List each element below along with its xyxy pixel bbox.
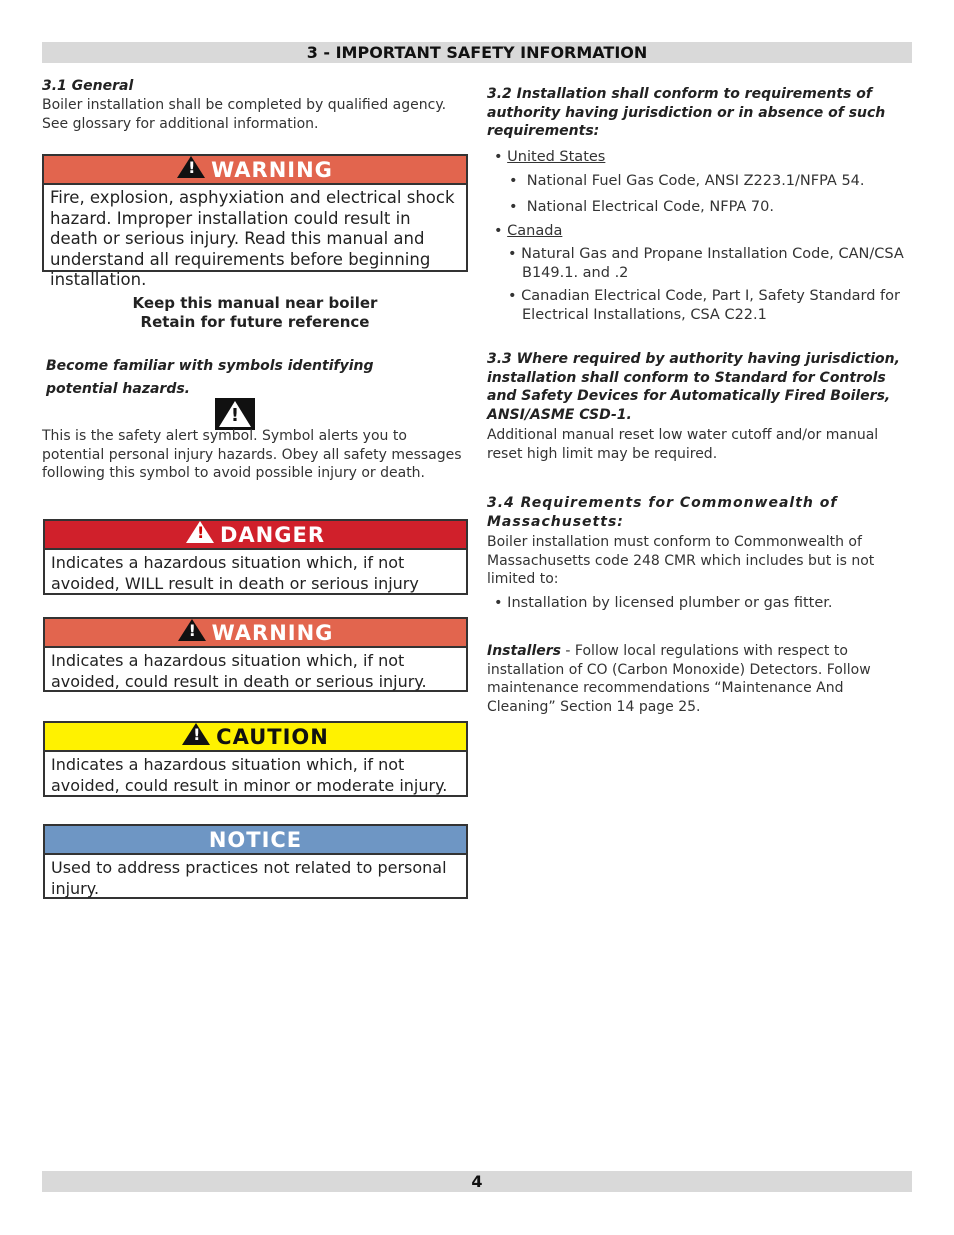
us-item-2-text: National Electrical Code, NFPA 70. [526, 198, 774, 215]
installers-text: - Follow local regulations with respect to installation of CO (Carbon Monoxide) Detectors. Follow maintenance recommendations “Maintenance And Cleaning” Section 14 page 25. [487, 643, 871, 715]
canada-list-item: • Canada [494, 222, 563, 239]
warning-header [44, 156, 466, 185]
danger-label: DANGER [219, 523, 325, 547]
section-3-2 [487, 85, 917, 325]
section-3-2-heading: 3.2 Installation shall conform to requirements of authority having jurisdiction or in absence of such requirements: [487, 86, 886, 139]
general-text-line1: Boiler installation shall be completed by qualified agency. [42, 97, 447, 113]
safety-alert-symbol-icon: ! [215, 398, 255, 430]
warning-box-top [42, 154, 468, 289]
general-heading: 3.1 General [42, 78, 134, 94]
caution-text: Indicates a hazardous situation which, if not avoided, could result in minor or moderate injury. [51, 755, 448, 795]
warning-label: WARNING [211, 158, 333, 182]
notice-box [43, 824, 468, 899]
us-list-item: • United States [494, 148, 606, 165]
caution-label: CAUTION [216, 725, 329, 749]
familiar-line2: potential hazards. [46, 381, 190, 397]
alert-symbol-text-line2: potential personal injury hazards. Obey all safety messages [42, 446, 462, 463]
footer-bar [42, 1171, 912, 1192]
section-3-4-item: • Installation by licensed plumber or gas fitter. [494, 594, 833, 611]
canada-item-1-text: Natural Gas and Propane Installation Code, CAN/CSA B149.1. and .2 [521, 245, 904, 281]
notice-header [45, 826, 466, 855]
installers-paragraph [487, 642, 907, 716]
keep-manual-line1: Keep this manual near boiler [132, 294, 378, 312]
alert-symbol-text-line3: following this symbol to avoid possible injury or death. [42, 465, 426, 481]
section-3-3-heading: 3.3 Where required by authority having jurisdiction, installation shall conform to Standard for Controls and Safety Devices for Automatically Fired Boilers, ANSI/ASME CSD-1. [487, 351, 900, 423]
section-3-4-text: Boiler installation must conform to Commonwealth of Massachusetts code 248 CMR which includes but is not limited to: [487, 534, 875, 587]
caution-box [43, 721, 468, 797]
canada-label: Canada [507, 222, 563, 239]
section-3-4-item-text: Installation by licensed plumber or gas fitter. [507, 594, 833, 611]
section-3-3-text: Additional manual reset low water cutoff and/or manual reset high limit may be required. [487, 427, 879, 462]
header-bar [42, 42, 912, 63]
canada-item-2-text: Canadian Electrical Code, Part I, Safety Standard for Electrical Installations, CSA C22.1 [521, 287, 900, 323]
warning-text: Indicates a hazardous situation which, if not avoided, could result in death or serious injury. [51, 651, 427, 691]
warning-label: WARNING [211, 621, 334, 645]
us-item-2: • National Electrical Code, NFPA 70. [509, 198, 774, 215]
section-3-4-heading: 3.4 Requirements for Commonwealth of Massachusetts: [487, 495, 838, 530]
danger-text: Indicates a hazardous situation which, if not avoided, WILL result in death or serious injury [51, 553, 419, 593]
page-number: 4 [471, 1172, 483, 1191]
familiar-block [46, 355, 466, 401]
warning-box [43, 617, 468, 692]
warning-text: Fire, explosion, asphyxiation and electrical shock hazard. Improper installation could result in death or serious injury. Read this manual and understand all requirements before beginning installation. [50, 188, 455, 289]
keep-manual-line2: Retain for future reference [140, 313, 370, 331]
page-title: 3 - IMPORTANT SAFETY INFORMATION [306, 43, 648, 62]
warning-header [45, 619, 466, 648]
us-item-1-text: National Fuel Gas Code, ANSI Z223.1/NFPA 54. [526, 172, 865, 189]
section-general [42, 76, 472, 134]
danger-header [45, 521, 466, 550]
caution-header [45, 723, 466, 752]
canada-item-2: • Canadian Electrical Code, Part I, Safety Standard for Electrical Installations, CSA C22.1 [508, 287, 900, 323]
alert-triangle-icon [186, 521, 214, 543]
familiar-line1: Become familiar with symbols identifying [46, 358, 374, 374]
notice-text: Used to address practices not related to personal injury. [51, 858, 447, 898]
us-label: United States [507, 148, 606, 165]
us-item-1: • National Fuel Gas Code, ANSI Z223.1/NFPA 54. [509, 172, 865, 189]
section-3-3 [487, 350, 917, 464]
alert-triangle-icon [178, 619, 206, 641]
alert-triangle-icon [177, 156, 205, 178]
alert-symbol-text [42, 427, 472, 483]
notice-label: NOTICE [208, 828, 303, 852]
danger-box [43, 519, 468, 595]
alert-symbol-text-line1: This is the safety alert symbol. Symbol alerts you to [42, 428, 407, 444]
canada-item-1: • Natural Gas and Propane Installation Code, CAN/CSA B149.1. and .2 [508, 245, 904, 281]
general-text-line2: See glossary for additional information. [42, 116, 319, 132]
installers-label: Installers [487, 643, 561, 659]
section-3-4 [487, 494, 877, 613]
alert-triangle-icon [182, 723, 210, 745]
